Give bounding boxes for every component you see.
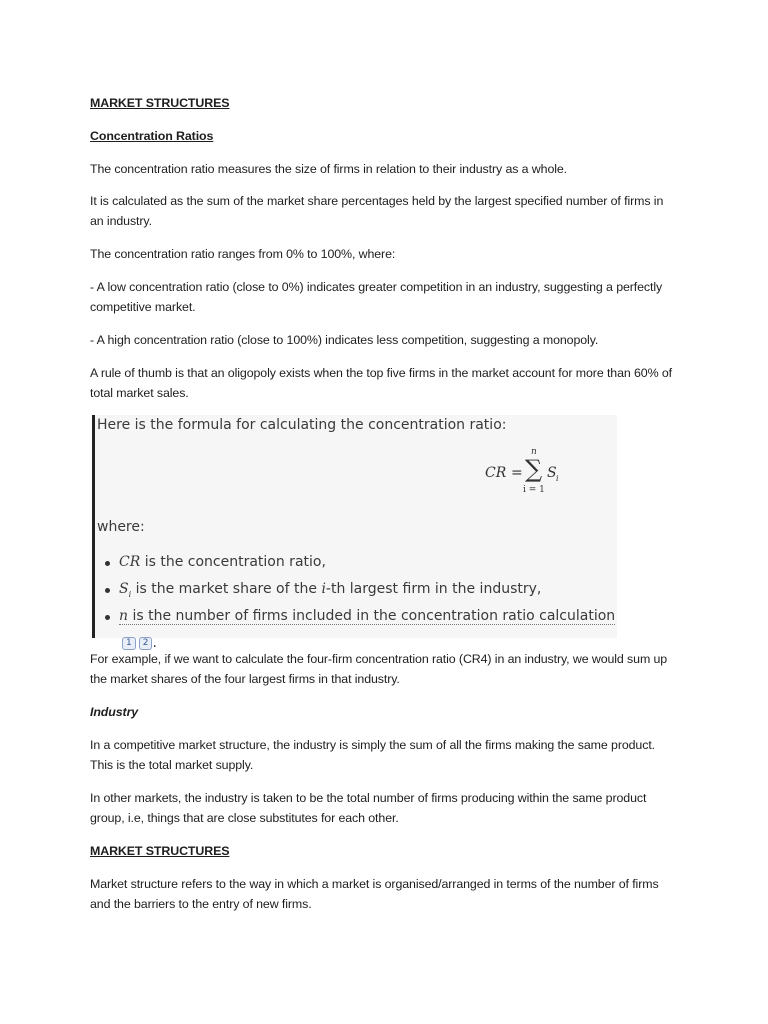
list-item [105,549,617,576]
formula-lhs: CR [485,465,507,481]
paragraph: The concentration ratio ranges from 0% to 100%, where: [90,247,396,261]
paragraph: In a competitive market structure, the industry is simply the sum of all the firms making the same product. This is the total market supply. [90,738,655,772]
paragraph: In other markets, the industry is taken to be the total number of firms producing within the same product group, i.e, things that are close substitutes for each other. [90,791,647,825]
citation-badge[interactable]: 2 [139,637,153,650]
list-item-text: is the number of firms included in the concentration ratio calculation [128,608,616,624]
paragraph: - A low concentration ratio (close to 0%) indicates greater competition in an industry, suggesting a perfectly competitive market. [90,280,663,314]
list-item-text: is the concentration ratio, [140,554,326,570]
formula-lower-limit: i = 1 [523,485,545,495]
paragraph: It is calculated as the sum of the market share percentages held by the largest specified number of firms in an industry. [90,194,664,228]
math-subscript: i [128,589,132,599]
math-symbol: S [119,581,129,597]
list-item-text: -th largest firm in the industry, [325,581,542,597]
formula-term: S [547,465,557,481]
heading-industry: Industry [90,705,139,719]
paragraph: A rule of thumb is that an oligopoly exists when the top five firms in the market account for more than 60% of total market sales. [90,366,672,400]
paragraph: Market structure refers to the way in which a market is organised/arranged in terms of the number of firms and the barriers to the entry of new firms. [90,877,659,911]
definition-list [105,549,617,651]
formula-term-subscript: i [556,474,559,483]
dotted-underline-span [119,608,615,625]
paragraph: For example, if we want to calculate the four-firm concentration ratio (CR4) in an industry, we would sum up the market shares of the four largest firms in that industry. [90,652,668,686]
heading-market-structures-2: MARKET STRUCTURES [90,844,230,858]
list-item [105,576,617,603]
screenshot-intro-text: Here is the formula for calculating the concentration ratio: [97,417,507,433]
paragraph: - A high concentration ratio (close to 100%) indicates less competition, suggesting a monopoly. [90,333,599,347]
citation-badge[interactable]: 1 [122,637,136,650]
formula-equals: = [511,465,523,481]
screenshot-where-label: where: [97,519,145,535]
formula-upper-limit: n [531,447,537,457]
paragraph: The concentration ratio measures the size of firms in relation to their industry as a whole. [90,162,568,176]
math-symbol: n [119,608,129,624]
list-item-text: . [152,635,157,651]
list-item-text: is the market share of the [131,581,322,597]
embedded-screenshot [92,415,617,651]
heading-concentration-ratios: Concentration Ratios [90,129,214,143]
math-symbol: CR [119,554,141,570]
heading-market-structures: MARKET STRUCTURES [90,96,230,110]
concentration-ratio-formula [485,449,575,501]
list-item [105,603,617,651]
summation-symbol: ∑ [525,455,543,483]
math-symbol: i [321,581,326,597]
